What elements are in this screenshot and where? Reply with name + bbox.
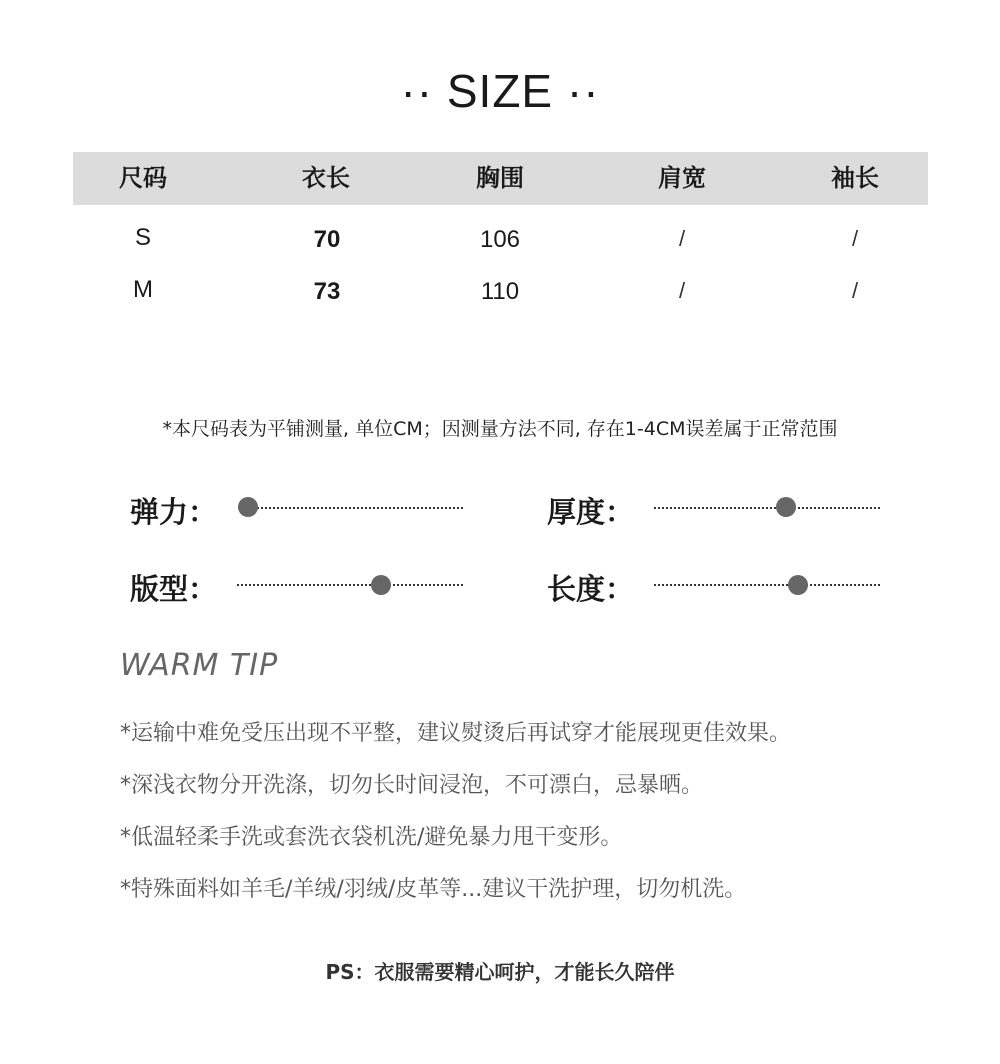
header-length: 衣长 [302, 164, 350, 192]
header-shoulder: 肩宽 [658, 164, 706, 192]
header-sleeve: 袖长 [831, 164, 879, 192]
page-title: ·· SIZE ·· [400, 65, 600, 117]
warm-tip-item: *运输中难免受压出现不平整，建议熨烫后再试穿才能展现更佳效果。 [120, 721, 792, 746]
rating-knob [371, 575, 391, 595]
rating-label: 厚度： [547, 495, 635, 529]
warm-tip-title: WARM TIP [120, 648, 279, 683]
cell-size: M [133, 276, 153, 303]
size-table-header [73, 152, 928, 205]
rating-track [654, 584, 880, 588]
cell-sleeve: / [851, 278, 859, 303]
rating-knob [788, 575, 808, 595]
rating-track [654, 507, 880, 511]
header-chest: 胸围 [476, 164, 524, 192]
rating-track [240, 507, 463, 511]
cell-length: 70 [313, 226, 341, 253]
cell-chest: 110 [480, 278, 520, 305]
cell-sleeve: / [851, 226, 859, 251]
rating-knob [238, 497, 258, 517]
cell-chest: 106 [479, 226, 521, 253]
warm-tip-item: *深浅衣物分开洗涤，切勿长时间浸泡，不可漂白，忌暴晒。 [120, 773, 704, 798]
cell-shoulder: / [678, 278, 686, 303]
rating-label: 弹力： [130, 495, 218, 529]
header-size: 尺码 [119, 164, 167, 192]
rating-label: 长度： [547, 572, 635, 606]
rating-track [237, 584, 463, 588]
warm-tip-item: *特殊面料如羊毛/羊绒/羽绒/皮革等...建议干洗护理，切勿机洗。 [120, 877, 747, 902]
rating-label: 版型： [130, 572, 218, 606]
ps-note: PS：衣服需要精心呵护，才能长久陪伴 [325, 960, 675, 984]
cell-size: S [134, 224, 152, 251]
cell-shoulder: / [678, 226, 686, 251]
measurement-note: *本尺码表为平铺测量, 单位CM；因测量方法不同, 存在1-4CM误差属于正常范围 [162, 418, 838, 440]
rating-knob [776, 497, 796, 517]
cell-length: 73 [313, 278, 341, 305]
warm-tip-item: *低温轻柔手洗或套洗衣袋机洗/避免暴力甩干变形。 [120, 825, 623, 850]
